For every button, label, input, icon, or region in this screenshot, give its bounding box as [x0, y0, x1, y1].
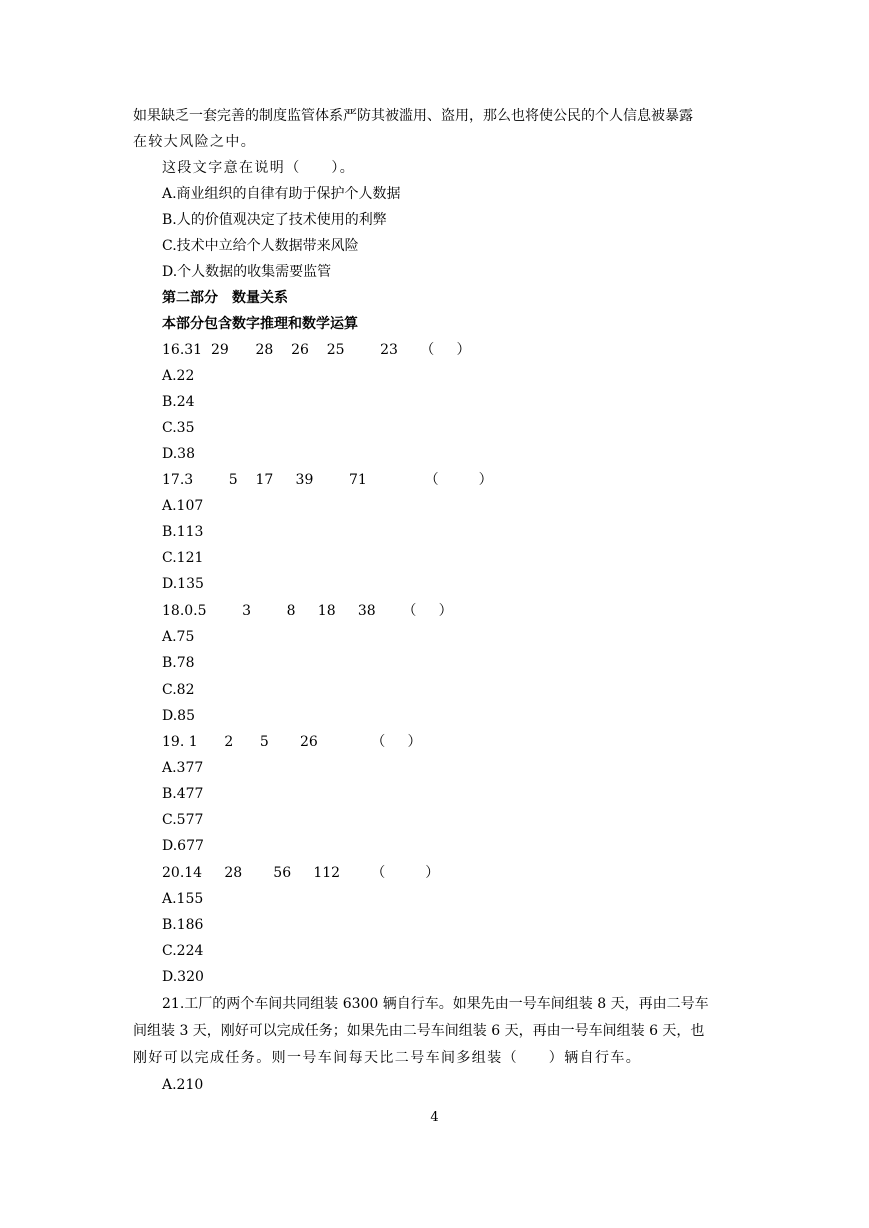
q19-option-c: C.577 — [162, 812, 204, 828]
q17-stem: 17.3 5 17 39 71 （ ） — [162, 472, 493, 488]
q15-option-a: A.商业组织的自律有助于保护个人数据 — [162, 186, 401, 202]
section-title: 第二部分 数量关系 — [162, 290, 288, 306]
q19-option-d: D.677 — [162, 838, 204, 854]
q21-option-a: A.210 — [162, 1077, 204, 1093]
q17-option-d: D.135 — [162, 576, 204, 592]
q18-option-c: C.82 — [162, 682, 195, 698]
q21-line-1: 21.工厂的两个车间共同组装 6300 辆自行车。如果先由一号车间组装 8 天，再由二号车 — [162, 996, 709, 1012]
section-subtitle: 本部分包含数字推理和数学运算 — [162, 316, 358, 332]
q17-option-c: C.121 — [162, 550, 204, 566]
q19-option-a: A.377 — [162, 760, 204, 776]
page-number: 4 — [430, 1110, 439, 1125]
q16-option-d: D.38 — [162, 446, 195, 462]
q21-line-2: 间组装 3 天，刚好可以完成任务；如果先由二号车间组装 6 天，再由一号车间组装 6 天，也 — [133, 1023, 705, 1039]
q18-stem: 18.0.5 3 8 18 38 （ ） — [162, 603, 453, 619]
q16-option-b: B.24 — [162, 394, 195, 410]
q21-line-3: 刚好可以完成任务。则一号车间每天比二号车间多组装（ ）辆自行车。 — [133, 1050, 642, 1066]
q16-option-a: A.22 — [162, 368, 195, 384]
q19-option-b: B.477 — [162, 786, 204, 802]
q15-option-c: C.技术中立给个人数据带来风险 — [162, 238, 359, 254]
intro-line-2: 在较大风险之中。 — [133, 134, 257, 150]
q20-option-c: C.224 — [162, 943, 204, 959]
q18-option-a: A.75 — [162, 629, 195, 645]
q16-option-c: C.35 — [162, 420, 195, 436]
intro-line-1: 如果缺乏一套完善的制度监管体系严防其被滥用、盗用，那么也将使公民的个人信息被暴露 — [133, 108, 693, 124]
q18-option-d: D.85 — [162, 708, 195, 724]
q16-stem: 16.31 29 28 26 25 23 （ ） — [162, 342, 471, 358]
q19-stem: 19. 1 2 5 26 （ ） — [162, 734, 422, 750]
q15-option-d: D.个人数据的收集需要监管 — [162, 264, 332, 280]
q17-option-a: A.107 — [162, 498, 204, 514]
q20-option-b: B.186 — [162, 917, 204, 933]
q20-stem: 20.14 28 56 112 （ ） — [162, 865, 440, 881]
q20-option-d: D.320 — [162, 969, 204, 985]
q15-option-b: B.人的价值观决定了技术使用的利弊 — [162, 212, 387, 228]
q17-option-b: B.113 — [162, 524, 204, 540]
q18-option-b: B.78 — [162, 655, 195, 671]
q20-option-a: A.155 — [162, 891, 204, 907]
q15-stem: 这段文字意在说明（ ）。 — [162, 160, 356, 176]
